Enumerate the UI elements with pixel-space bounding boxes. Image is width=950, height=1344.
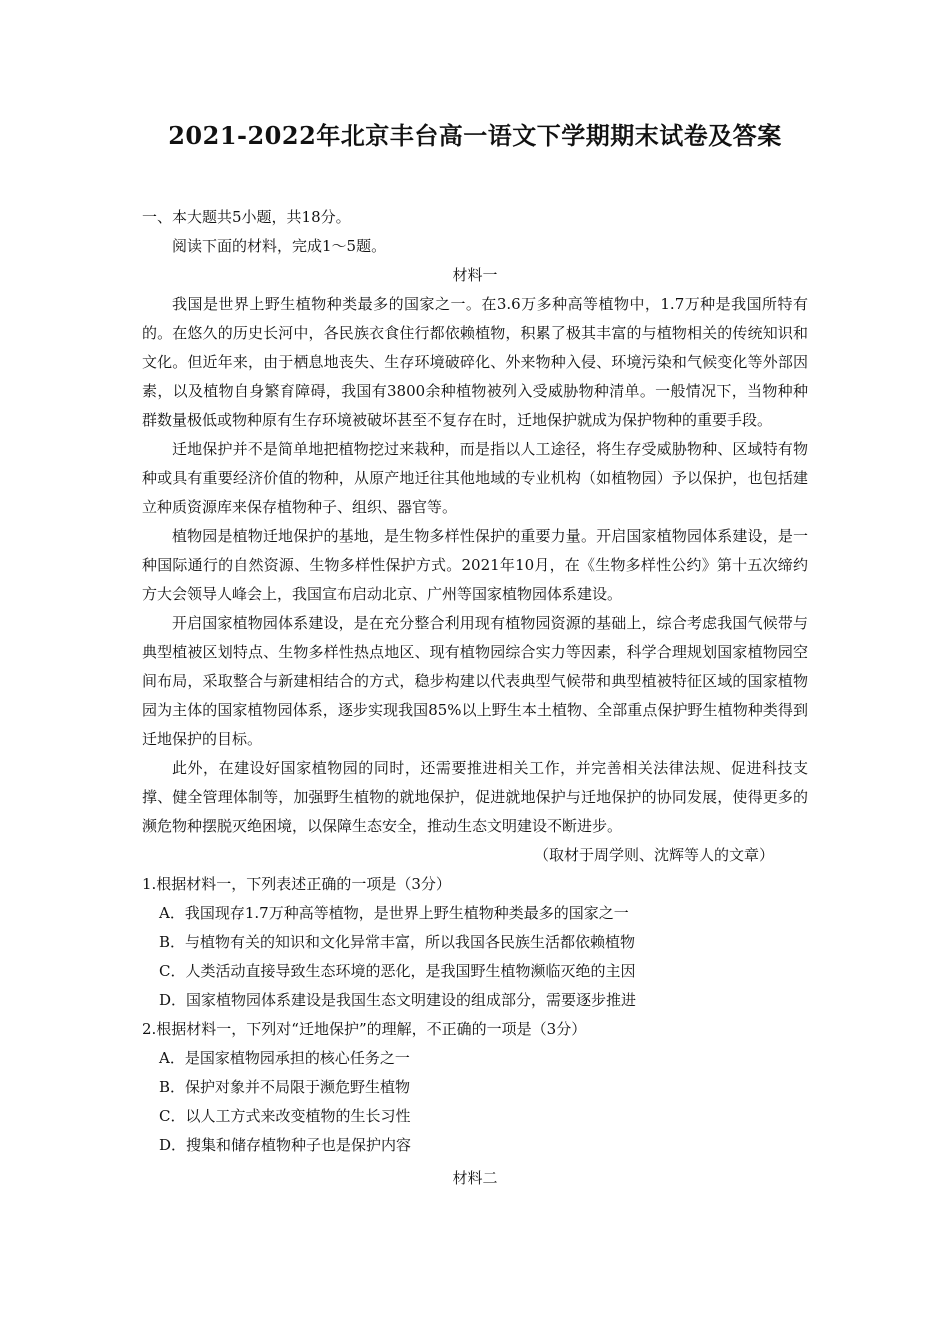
- question-option: D．国家植物园体系建设是我国生态文明建设的组成部分，需要逐步推进: [159, 991, 637, 1009]
- question-option: C．以人工方式来改变植物的生长习性: [159, 1107, 411, 1125]
- section-heading: 一、本大题共5小题，共18分。: [142, 208, 351, 226]
- question-stem: 1.根据材料一，下列表述正确的一项是（3分）: [142, 875, 451, 893]
- material-1-paragraph: 开启国家植物园体系建设，是在充分整合利用现有植物园资源的基础上，综合考虑我国气候带与典型植被区划特点、生物多样性热点地区、现有植物园综合实力等因素，科学合理规划国家植物园空间布局，采取整合与新建相结合的方式，稳步构建以代表典型气候带和典型植被特征区域的国家植物园为主体的国家植物园体系，逐步实现我国85%以上野生本土植物、全部重点保护野生植物种类得到迁地保护的目标。: [142, 614, 808, 748]
- question-option: A．是国家植物园承担的核心任务之一: [159, 1049, 410, 1067]
- question-option: C．人类活动直接导致生态环境的恶化，是我国野生植物濒临灭绝的主因: [159, 962, 636, 980]
- question-option: D．搜集和储存植物种子也是保护内容: [159, 1136, 412, 1154]
- material-1-source: （取材于周学则、沈辉等人的文章）: [533, 846, 774, 864]
- question-2: [142, 1015, 808, 1160]
- question-option: B．与植物有关的知识和文化异常丰富，所以我国各民族生活都依赖植物: [159, 933, 636, 951]
- page-title: 2021-2022年北京丰台高一语文下学期期末试卷及答案: [168, 121, 782, 150]
- question-stem: 2.根据材料一，下列对“迁地保护”的理解，不正确的一项是（3分）: [142, 1020, 587, 1038]
- document-body: [142, 203, 808, 1193]
- material-1-heading: 材料一: [452, 266, 498, 284]
- material-1-paragraph: 植物园是植物迁地保护的基地，是生物多样性保护的重要力量。开启国家植物园体系建设，是一种国际通行的自然资源、生物多样性保护方式。2021年10月，在《生物多样性公约》第十五次缔约方大会领导人峰会上，我国宣布启动北京、广州等国家植物园体系建设。: [142, 527, 808, 603]
- question-option: B．保护对象并不局限于濒危野生植物: [159, 1078, 411, 1096]
- material-1-paragraph: 迁地保护并不是简单地把植物挖过来栽种，而是指以人工途径，将生存受威胁物种、区域特有物种或具有重要经济价值的物种，从原产地迁往其他地域的专业机构（如植物园）予以保护，也包括建立种质资源库来保存植物种子、组织、器官等。: [142, 440, 808, 516]
- instruction: 阅读下面的材料，完成1～5题。: [172, 237, 387, 255]
- question-option: A．我国现存1.7万种高等植物，是世界上野生植物种类最多的国家之一: [159, 904, 629, 922]
- material-2-heading: 材料二: [452, 1169, 498, 1187]
- question-1: [142, 870, 808, 1015]
- material-1-paragraph: 此外，在建设好国家植物园的同时，还需要推进相关工作，并完善相关法律法规、促进科技支撑、健全管理体制等，加强野生植物的就地保护，促进就地保护与迁地保护的协同发展，使得更多的濒危物种摆脱灭绝困境，以保障生态安全，推动生态文明建设不断进步。: [142, 759, 808, 835]
- material-1-paragraph: 我国是世界上野生植物种类最多的国家之一。在3.6万多种高等植物中，1.7万种是我国所特有的。在悠久的历史长河中，各民族衣食住行都依赖植物，积累了极其丰富的与植物相关的传统知识和文化。但近年来，由于栖息地丧失、生存环境破碎化、外来物种入侵、环境污染和气候变化等外部因素，以及植物自身繁育障碍，我国有3800余种植物被列入受威胁物种清单。一般情况下，当物种种群数量极低或物种原有生存环境被破坏甚至不复存在时，迁地保护就成为保护物种的重要手段。: [142, 295, 808, 429]
